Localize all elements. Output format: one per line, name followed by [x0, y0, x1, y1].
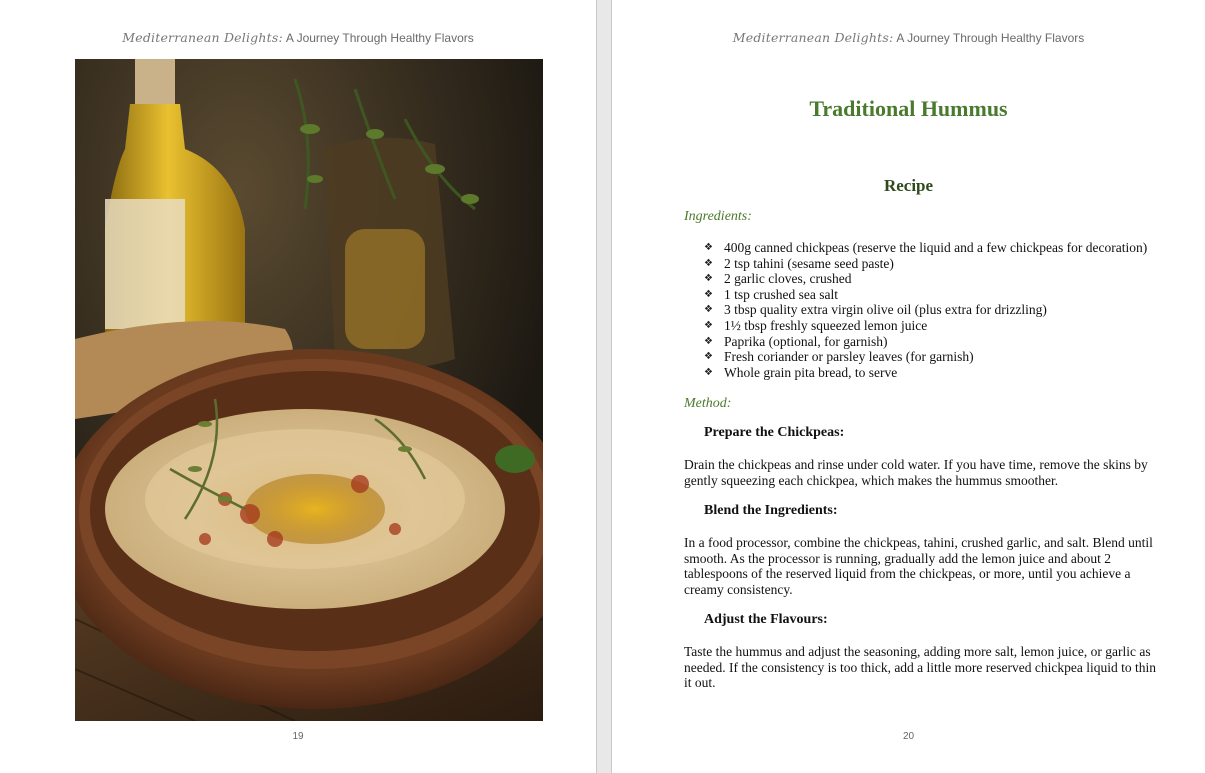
bullet-icon: ❖: [704, 242, 713, 253]
bullet-icon: ❖: [704, 351, 713, 363]
step-title: Blend the Ingredients:: [704, 503, 838, 518]
bullet-icon: ❖: [704, 304, 713, 316]
step-title: Adjust the Flavours:: [704, 612, 828, 627]
header-script-title: Mediterranean Delights:: [732, 30, 894, 45]
step-text: In a food processor, combine the chickpeas, tahini, crushed garlic, and salt. Blend until smooth. As the processor is running, gradually add the lemon juice and about 2 tablespoons of the reserved liquid from the chickpeas, or more, until you achieve a creamy consistency.: [684, 535, 1153, 597]
running-header: [0, 30, 596, 46]
header-subtitle: A Journey Through Healthy Flavors: [896, 31, 1085, 45]
ingredient-item: ❖ 2 garlic cloves, crushed: [704, 271, 852, 287]
ingredient-item: ❖ 1 tsp crushed sea salt: [704, 286, 838, 302]
hummus-photo: [75, 59, 543, 721]
running-header: [612, 30, 1205, 46]
ingredients-list: [704, 240, 1147, 380]
bullet-icon: ❖: [704, 319, 713, 331]
ingredient-item: ❖ Paprika (optional, for garnish): [704, 333, 888, 349]
ingredient-item: ❖ 2 tsp tahini (sesame seed paste): [704, 255, 894, 271]
recipe-title: Traditional Hummus: [809, 96, 1008, 121]
bullet-icon: ❖: [704, 273, 713, 285]
recipe-section-heading: Recipe: [883, 176, 934, 195]
ingredient-item: ❖ 3 tbsp quality extra virgin olive oil (plus extra for drizzling): [704, 302, 1047, 318]
ingredient-item: ❖ 1½ tbsp freshly squeezed lemon juice: [704, 317, 928, 333]
page-number: 19: [292, 731, 304, 742]
page-number: 20: [902, 731, 915, 742]
ingredients-label: Ingredients:: [684, 209, 752, 224]
bullet-icon: ❖: [704, 257, 713, 269]
ingredient-item: ❖ Fresh coriander or parsley leaves (for garnish): [704, 349, 974, 365]
ingredient-item: ❖ 400g canned chickpeas (reserve the liquid and a few chickpeas for decoration): [704, 240, 1148, 255]
step-text: Taste the hummus and adjust the seasoning, adding more salt, lemon juice, or garlic as needed. If the consistency is too thick, add a little more reserved chickpea liquid to thin it out.: [684, 644, 1156, 691]
bullet-icon: ❖: [704, 366, 713, 378]
bullet-icon: ❖: [704, 288, 713, 300]
header-script-title: Mediterranean Delights:: [122, 30, 283, 45]
bullet-icon: ❖: [704, 335, 713, 347]
right-page: [612, 0, 1205, 773]
left-page: [0, 0, 596, 773]
header-subtitle: A Journey Through Healthy Flavors: [285, 31, 474, 45]
step-text: Drain the chickpeas and rinse under cold water. If you have time, remove the skins by gently squeezing each chickpea, which makes the hummus smoother.: [684, 457, 1148, 488]
method-label: Method:: [684, 396, 732, 411]
step-title: Prepare the Chickpeas:: [704, 425, 845, 440]
ingredient-item: ❖ Whole grain pita bread, to serve: [704, 364, 898, 380]
page-gutter: [596, 0, 612, 773]
